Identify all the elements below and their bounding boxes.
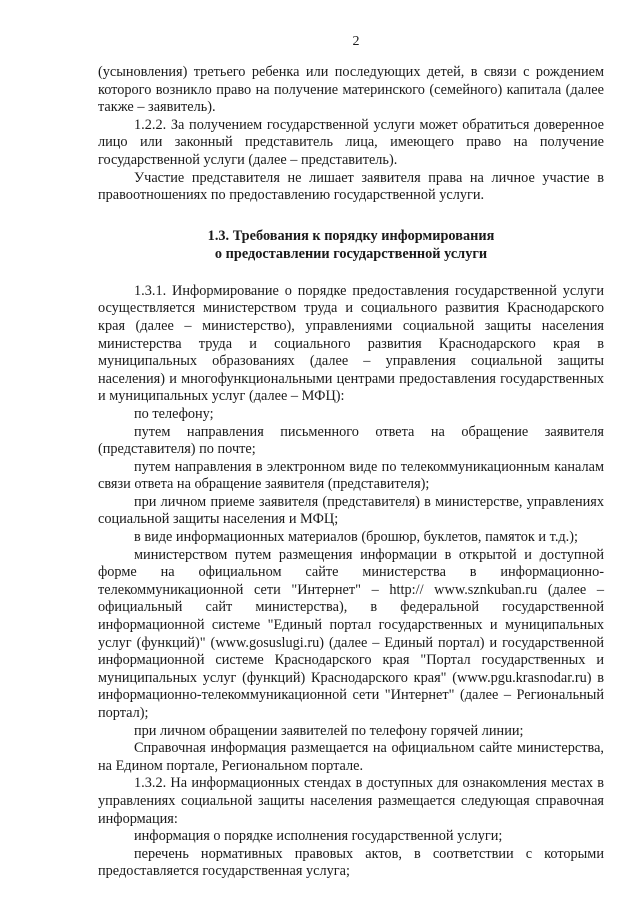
section-heading-line: 1.3. Требования к порядку информирования	[207, 227, 495, 244]
list-item: в виде информационных материалов (брошюр, буклетов, памяток и т.д.);	[134, 529, 578, 546]
list-item: по телефону;	[134, 405, 214, 422]
paragraph: 1.3.2. На информационных стендах в доступных для ознакомления местах в управлениях социальной защиты населения размещается следующая справочная информация:	[98, 775, 604, 827]
paragraph: Участие представителя не лишает заявителя права на личное участие в правоотношениях по предоставлению государственной услуги.	[98, 169, 604, 204]
list-item: перечень нормативных правовых актов, в соответствии с которыми предоставляется государственная услуга;	[98, 845, 604, 880]
list-item: информация о порядке исполнения государственной услуги;	[134, 828, 503, 845]
section-heading	[98, 227, 604, 263]
paragraph: 1.2.2. За получением государственной услуги может обратиться доверенное лицо или законный представитель лица, имеющего право на получение государственной услуги (далее – представитель).	[98, 116, 604, 168]
list-item: при личном приеме заявителя (представителя) в министерстве, управлениях социальной защиты населения и МФЦ;	[98, 493, 604, 528]
document-body	[98, 64, 604, 881]
list-item: при личном обращении заявителей по телефону горячей линии;	[134, 722, 524, 739]
paragraph: Справочная информация размещается на официальном сайте министерства, на Едином портале, Региональном портале.	[98, 740, 604, 774]
list-item: министерством путем размещения информации в открытой и доступной форме на официальном сайте министерства в информационно-телекоммуникационной сети "Интернет" – http:// www.sznkuban.ru (далее – официальный сайт министерства), в федеральной государственной информационной системе "Единый портал государственных и муниципальных услуг (функций)" (www.gosuslugi.ru) (далее – Единый портал) и государственной информационной системе Краснодарского края "Портал государственных и муниципальных услуг (функций) Краснодарского края" (www.pgu.krasnodar.ru) в информационно-телекоммуникационной сети "Интернет" (далее – Региональный портал);	[98, 546, 604, 721]
list-item: путем направления в электронном виде по телекоммуникационным каналам связи ответа на обращение заявителя (представителя);	[98, 458, 604, 493]
section-heading-line: о предоставлении государственной услуги	[214, 245, 488, 262]
page-number: 2	[352, 34, 360, 49]
list-item: путем направления письменного ответа на обращение заявителя (представителя) по почте;	[98, 423, 604, 458]
paragraph: 1.3.1. Информирование о порядке предоставления государственной услуги осуществляется министерством труда и социального развития Краснодарского края (далее – министерство), управлениями социальной защиты населения министерства труда и социального развития Краснодарского края в муниципальных образованиях (далее – управления социальной защиты населения) и многофункциональными центрами предоставления государственных и муниципальных услуг (далее – МФЦ):	[98, 282, 604, 405]
paragraph: (усыновления) третьего ребенка или последующих детей, в связи с рождением которого возникло право на получение материнского (семейного) капитала (далее также – заявитель).	[98, 64, 604, 116]
